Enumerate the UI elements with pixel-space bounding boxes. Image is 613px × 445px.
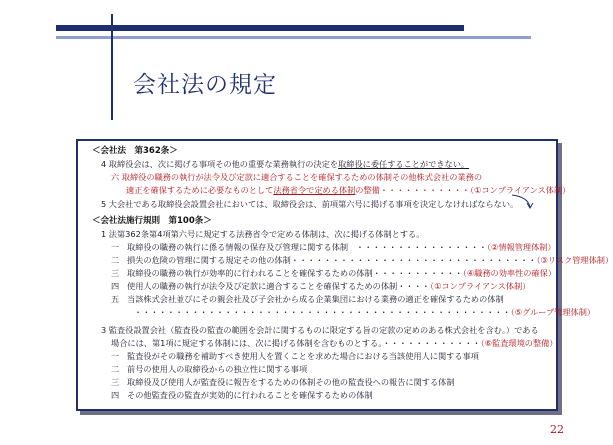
slide-title: 会社法の規定	[133, 72, 277, 98]
rules-paragraph-3-line1: 3 監査役設置会社（監査役の監査の範囲を会計に関するものに限定する旨の定款の定めのある株式会社を含む。）である	[101, 325, 539, 335]
rules-sub-item-1: 一 監査役がその職務を補助すべき使用人を置くことを求めた場合における当該使用人に関する事項	[111, 351, 479, 361]
title-bar-vertical	[111, 14, 113, 120]
title-bar-dark	[56, 25, 464, 31]
reference-arrow	[510, 191, 540, 211]
law-item-6-line2: 適正を確保するために必要なものとして法務省令で定める体制の整備・・・・・・・・・・・（①コンプライアンス体制）	[126, 185, 571, 195]
content-box	[76, 139, 613, 411]
title-bar-light	[56, 36, 531, 39]
rules-paragraph-3-line2: 場合には、第1項に規定する体制には、次に掲げる体制を含むものとする。・・・・・・・・・・・・（⑥監査環境の整備）	[111, 338, 558, 348]
rules-sub-item-2: 二 前号の使用人の取締役からの独立性に関する事項	[111, 364, 308, 374]
law-heading: ＜会社法 第362条＞	[92, 146, 178, 156]
rules-item-3: 三 取締役の職務の執行が効率的に行われることを確保するための体制・・・・・・・・・・・（④職務の効率性の確保）	[111, 268, 557, 278]
law-item-6-line1: 六 取締役の職務の執行が法令及び定款に適合することを確保するための体制その他株式会社の業務の	[111, 172, 483, 182]
rules-sub-item-4: 四 その他監査役の監査が実効的に行われることを確保するための体制	[111, 390, 373, 400]
rules-heading: ＜会社法施行規則 第100条＞	[92, 216, 212, 226]
law-paragraph-5: 5 大会社である取締役会設置会社においては、取締役会は、前項第六号に掲げる事項を決定しなければならない。	[101, 199, 519, 209]
rules-item-1: 一 取締役の職務の執行に係る情報の保存及び管理に関する体制 ・・・・・・・・・・・・・・・・（②情報管理体制）	[111, 242, 556, 252]
rules-item-4: 四 使用人の職務の執行が法令及び定款に適合することを確保するための体制・・・・（①コンプライアンス体制）	[111, 281, 531, 291]
page-number: 22	[550, 423, 564, 436]
rules-item-2: 二 損失の危険の管理に関する規定その他の体制・・・・・・・・・・・・・・・・・・・・・・・・・・・・・・（③リスク管理体制）	[111, 255, 613, 265]
rules-item-5-tag: ・・・・・・・・・・・・・・・・・・・・・・・・・・・・・・・・・・・・・・・・・・・・・・（⑤グループ管理体制）	[134, 307, 596, 317]
rules-item-5: 五 当該株式会社並びにその親会社及び子会社から成る企業集団における業務の適正を確保するための体制	[111, 294, 504, 304]
rules-sub-item-3: 三 取締役及び使用人が監査役に報告をするための体制その他の監査役への報告に関する体制	[111, 377, 455, 387]
law-paragraph-4: 4 取締役会は、次に掲げる事項その他の重要な業務執行の決定を取締役に委任することができない。	[101, 159, 470, 169]
rules-paragraph-1: 1 法第362条第4項第六号に規定する法務省令で定める体制は、次に掲げる体制とする。	[101, 229, 425, 239]
